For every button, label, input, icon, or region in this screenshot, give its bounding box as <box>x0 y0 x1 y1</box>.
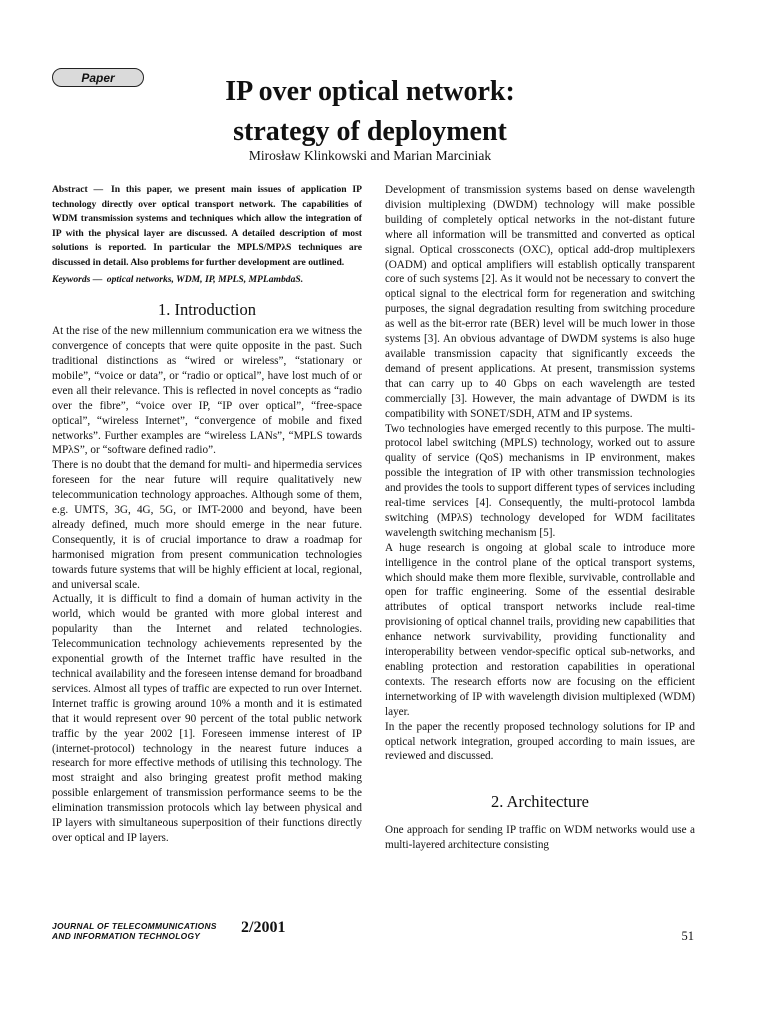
paper-type-badge <box>52 68 144 87</box>
right-column <box>385 183 695 853</box>
paragraph: At the rise of the new millennium communication era we witness the convergence of concepts that were quite opposite in the past. Such traditional distinctions as “wired or wireless”, “stationary or mobile”, “voice or data”, or “radio or optical”, have lost much of or even all their relevance. This is reflected in novel concepts as “radio over the fibre”, “voice over IP, “IP over optical”, “free-space optical”, “wireless Internet”, “convergence of mobile and fixed networks”. Further examples are “wireless LANs”, “MPLS towards MPλS”, or “software defined radio”. <box>52 325 362 457</box>
keywords <box>52 273 362 288</box>
authors: Mirosław Klinkowski and Marian Marciniak <box>248 148 492 163</box>
page-number: 51 <box>681 929 694 943</box>
paragraph: Two technologies have emerged recently to this purpose. The multi-protocol label switching (MPLS) technology, worked out to assure quality of service (QoS) mechanisms in IP environment, makes possible the integration of IP with other transmission technologies and provides the tools to support different types of services including real-time services [4]. Consequently, the multi-protocol lambda switching (MPλS) technology developed for WDM facilitates wavelength switching mechanism [5]. <box>385 422 695 539</box>
left-column <box>52 183 362 846</box>
paper-type-label: Paper <box>81 70 115 85</box>
journal-name-line-2: AND INFORMATION TECHNOLOGY <box>52 931 201 941</box>
abstract-text: In this paper, we present main issues of application IP technology directly over optical transport network. The capabilities of WDM transmission systems and techniques which allow the integration of IP with the physical layer are discussed. A detailed description of most solutions is reported. In particular the MPLS/MPλS techniques are discussed in detail. Also problems for further development are outlined. <box>52 184 362 268</box>
paragraph: There is no doubt that the demand for multi- and hipermedia services foreseen for the near future will require qualitatively new telecommunication technology approaches. Although some of them, e.g. UMTS, 3G, 4G, 5G, or IMT-2000 and beyond, have been already defined, much more should emerge in the near future. Consequently, it is of crucial importance to draw a roadmap for harmonised migration from present communication technologies towards future systems that will be highly efficient at local, regional, and universal scale. <box>52 459 362 591</box>
title-line-2: strategy of deployment <box>233 116 507 147</box>
paragraph: Actually, it is difficult to find a domain of human activity in the world, which would be granted with more global interest and popularity than the Internet and related technologies. Telecommunication technology achievements represented by the exponential growth of the Internet traffic have resulted in the technical availability and the foreseen intense demand for broadband services. Almost all types of traffic are expected to run over Internet. Internet traffic is growing around 10% a month and it is estimated that it would represent over 90 percent of the total public network traffic by the year 2002 [1]. Foreseen immense interest of IP (internet-protocol) technology in the nearest future induces a research for more effective methods of utilising this technology. The most straight and also bringing greatest profit method making possible enlargement of transmission performance seems to be the elimination transmission protocols which lay between physical and IP layers with simultaneous superposition of their functions directly over optical and IP layers. <box>52 593 362 844</box>
title-line-1: IP over optical network: <box>225 76 515 107</box>
paragraph: A huge research is ongoing at global scale to introduce more intelligence in the control plane of the optical transport systems, which should make them more flexible, survivable, controllable and open for traffic engineering. Some of the essential desirable attributes of optical transport networks include real-time provisioning of optical channel trails, providing new capabilities that enhance network survivability, providing functionality and interoperability between vendor-specific optical sub-networks, and enabling protection and restoration capabilities in operational contexts. The research efforts now are focusing on the efficient internetworking of IP with wavelength division multiplexed (WDM) layer. <box>385 541 695 718</box>
journal-name <box>52 921 217 941</box>
section-heading-introduction: 1. Introduction <box>157 300 257 320</box>
abstract <box>52 183 362 271</box>
paragraph: In the paper the recently proposed technology solutions for IP and optical network integration, grouped according to main issues, are reviewed and discussed. <box>385 720 695 763</box>
issue-number: 2/2001 <box>241 919 286 936</box>
abstract-label: Abstract — <box>52 184 104 195</box>
keywords-label: Keywords — <box>52 273 103 285</box>
paragraph: One approach for sending IP traffic on WDM networks would use a multi-layered architecture consisting <box>385 824 695 852</box>
keywords-text: optical networks, WDM, IP, MPLS, MPLambdaS. <box>106 273 304 285</box>
section-heading-architecture: 2. Architecture <box>490 792 590 812</box>
paragraph: Development of transmission systems based on dense wavelength division multiplexing (DWDM) technology will make possible building of completely optical networks in the not-distant future where all information will be transmitted and converted as optical signal. Optical crossconects (OXC), optical add-drop multiplexers (OADM) and optical amplifiers will establish optically transparent core of such systems [2]. As it would not be necessary to convert the optical signal to the electrical form for regeneration and switching purposes, the signal degradation resulting from switching procedure as well as the bit-error rate (BER) level will be much lower in those systems [3]. An obvious advantage of DWDM systems is also huge available transmission capacity that significantly exceeds the demand of present applications. At present, transmission systems that can carry up to 40 Gbps on each wavelength are tested commercially [3]. However, the main advantage of DWDM is its compatibility with SONET/SDH, ATM and IP systems. <box>385 184 695 420</box>
journal-name-line-1: JOURNAL OF TELECOMMUNICATIONS <box>52 921 217 931</box>
paper-title <box>160 72 580 152</box>
